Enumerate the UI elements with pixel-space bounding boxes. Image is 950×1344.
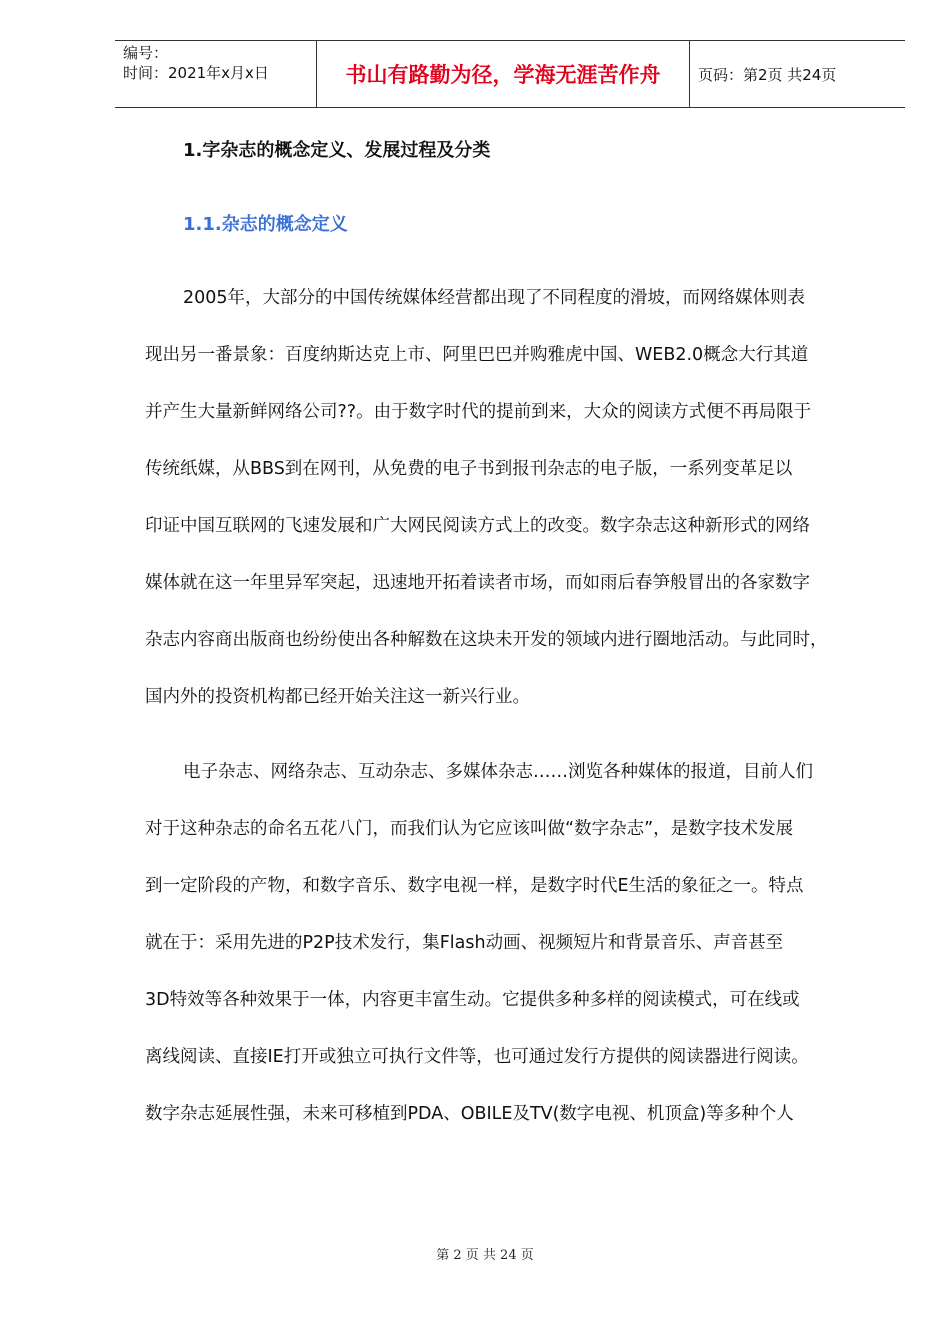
paragraph-line: 3D特效等各种效果于一体，内容更丰富生动。它提供多种多样的阅读模式，可在线或 bbox=[145, 990, 800, 1010]
paragraph-line: 数字杂志延展性强，未来可移植到PDA、OBILE及TV(数字电视、机顶盒)等多种个人 bbox=[145, 1104, 794, 1124]
page-header bbox=[115, 40, 905, 108]
serial-label: 编号： bbox=[123, 44, 169, 62]
paragraph-line: 并产生大量新鲜网络公司??。由于数字时代的提前到来，大众的阅读方式便不再局限于 bbox=[145, 402, 812, 422]
paragraph-line: 电子杂志、网络杂志、互动杂志、多媒体杂志……浏览各种媒体的报道，目前人们 bbox=[183, 762, 813, 782]
paragraph-line: 离线阅读、直接IE打开或独立可执行文件等，也可通过发行方提供的阅读器进行阅读。 bbox=[145, 1047, 809, 1067]
time-label: 时间：2021年x月x日 bbox=[123, 64, 269, 82]
paragraph-line: 对于这种杂志的命名五花八门，而我们认为它应该叫做“数字杂志”，是数字技术发展 bbox=[145, 819, 794, 839]
paragraph-line: 2005年，大部分的中国传统媒体经营都出现了不同程度的滑坡，而网络媒体则表 bbox=[183, 288, 806, 308]
paragraph-line: 媒体就在这一年里异军突起，迅速地开拓着读者市场，而如雨后春笋般冒出的各家数字 bbox=[145, 573, 810, 593]
header-meta bbox=[115, 41, 316, 107]
paragraph-line: 传统纸媒，从BBS到在网刊，从免费的电子书到报刊杂志的电子版，一系列变革足以 bbox=[145, 459, 793, 479]
section-heading: 1.字杂志的概念定义、发展过程及分类 bbox=[183, 140, 491, 161]
header-page-number: 页码：第2页 共24页 bbox=[698, 65, 837, 84]
paragraph-line: 现出另一番景象：百度纳斯达克上市、阿里巴巴并购雅虎中国、WEB2.0概念大行其道 bbox=[145, 345, 809, 365]
paragraph-line: 印证中国互联网的飞速发展和广大网民阅读方式上的改变。数字杂志这种新形式的网络 bbox=[145, 516, 810, 536]
page-footer: 第 2 页 共 24 页 bbox=[436, 1248, 534, 1263]
paragraph-line: 杂志内容商出版商也纷纷使出各种解数在这块未开发的领域内进行圈地活动。与此同时， bbox=[145, 630, 828, 650]
subsection-heading: 1.1.杂志的概念定义 bbox=[183, 214, 348, 235]
paragraph-line: 到一定阶段的产物，和数字音乐、数字电视一样，是数字时代E生活的象征之一。特点 bbox=[145, 876, 804, 896]
paragraph-line: 就在于：采用先进的P2P技术发行，集Flash动画、视频短片和背景音乐、声音甚至 bbox=[145, 933, 784, 953]
paragraph-line: 国内外的投资机构都已经开始关注这一新兴行业。 bbox=[145, 687, 530, 707]
header-motto: 书山有路勤为径，学海无涯苦作舟 bbox=[316, 41, 690, 107]
